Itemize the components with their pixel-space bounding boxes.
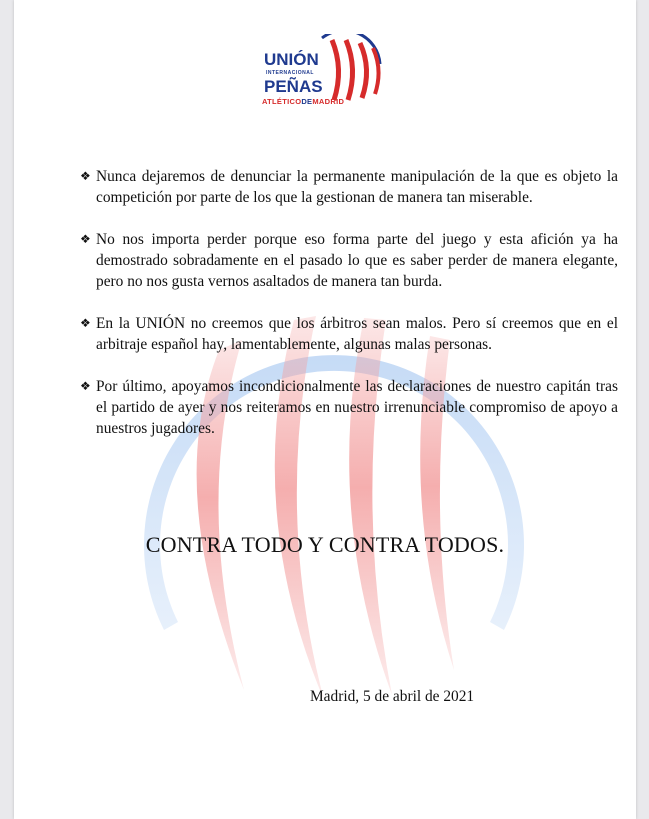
- logo-penas-text: PEÑAS: [264, 77, 323, 96]
- logo-atletico-word: ATLÉTICO: [262, 97, 302, 106]
- logo-arcs-icon: [314, 34, 388, 104]
- logo-atletico-madrid-text: [262, 97, 344, 106]
- statement-paragraph: Por último, apoyamos incondicionalmente las declaraciones de nuestro capitán tras el partido de ayer y nos reiteramos en nuestro irrenunciable compromiso de apoyo a nuestros jugadores.: [96, 378, 618, 437]
- diamond-bullet-icon: ❖: [80, 316, 91, 330]
- statement-item: [80, 166, 618, 208]
- slogan-heading: CONTRA TODO Y CONTRA TODOS.: [145, 532, 505, 557]
- diamond-bullet-icon: ❖: [80, 232, 91, 246]
- statement-item: [80, 229, 618, 292]
- date-line: Madrid, 5 de abril de 2021: [310, 688, 475, 705]
- union-penas-logo: [258, 34, 388, 116]
- statement-paragraph: No nos importa perder porque eso forma parte del juego y esta afición ya ha demostrado sobradamente en el pasado lo que es saber perder de manera elegante, pero no nos gusta vernos asaltados de manera tan burda.: [96, 231, 618, 290]
- statement-item: [80, 376, 618, 439]
- diamond-bullet-icon: ❖: [80, 169, 91, 183]
- statement-paragraph: En la UNIÓN no creemos que los árbitros sean malos. Pero sí creemos que en el arbitraje español hay, lamentablemente, algunas malas personas.: [96, 315, 618, 353]
- logo-internacional-text: INTERNACIONAL: [266, 70, 314, 76]
- statement-item: [80, 313, 618, 355]
- logo-madrid-word: MADRID: [312, 97, 345, 106]
- logo-union-text: UNIÓN: [264, 50, 319, 69]
- statement-paragraph: Nunca dejaremos de denunciar la permanente manipulación de la que es objeto la competición por parte de los que la gestionan de manera tan miserable.: [96, 168, 618, 206]
- diamond-bullet-icon: ❖: [80, 379, 91, 393]
- statement-body: [80, 166, 618, 460]
- document-page: [14, 0, 636, 819]
- logo-de-word: DE: [301, 97, 313, 106]
